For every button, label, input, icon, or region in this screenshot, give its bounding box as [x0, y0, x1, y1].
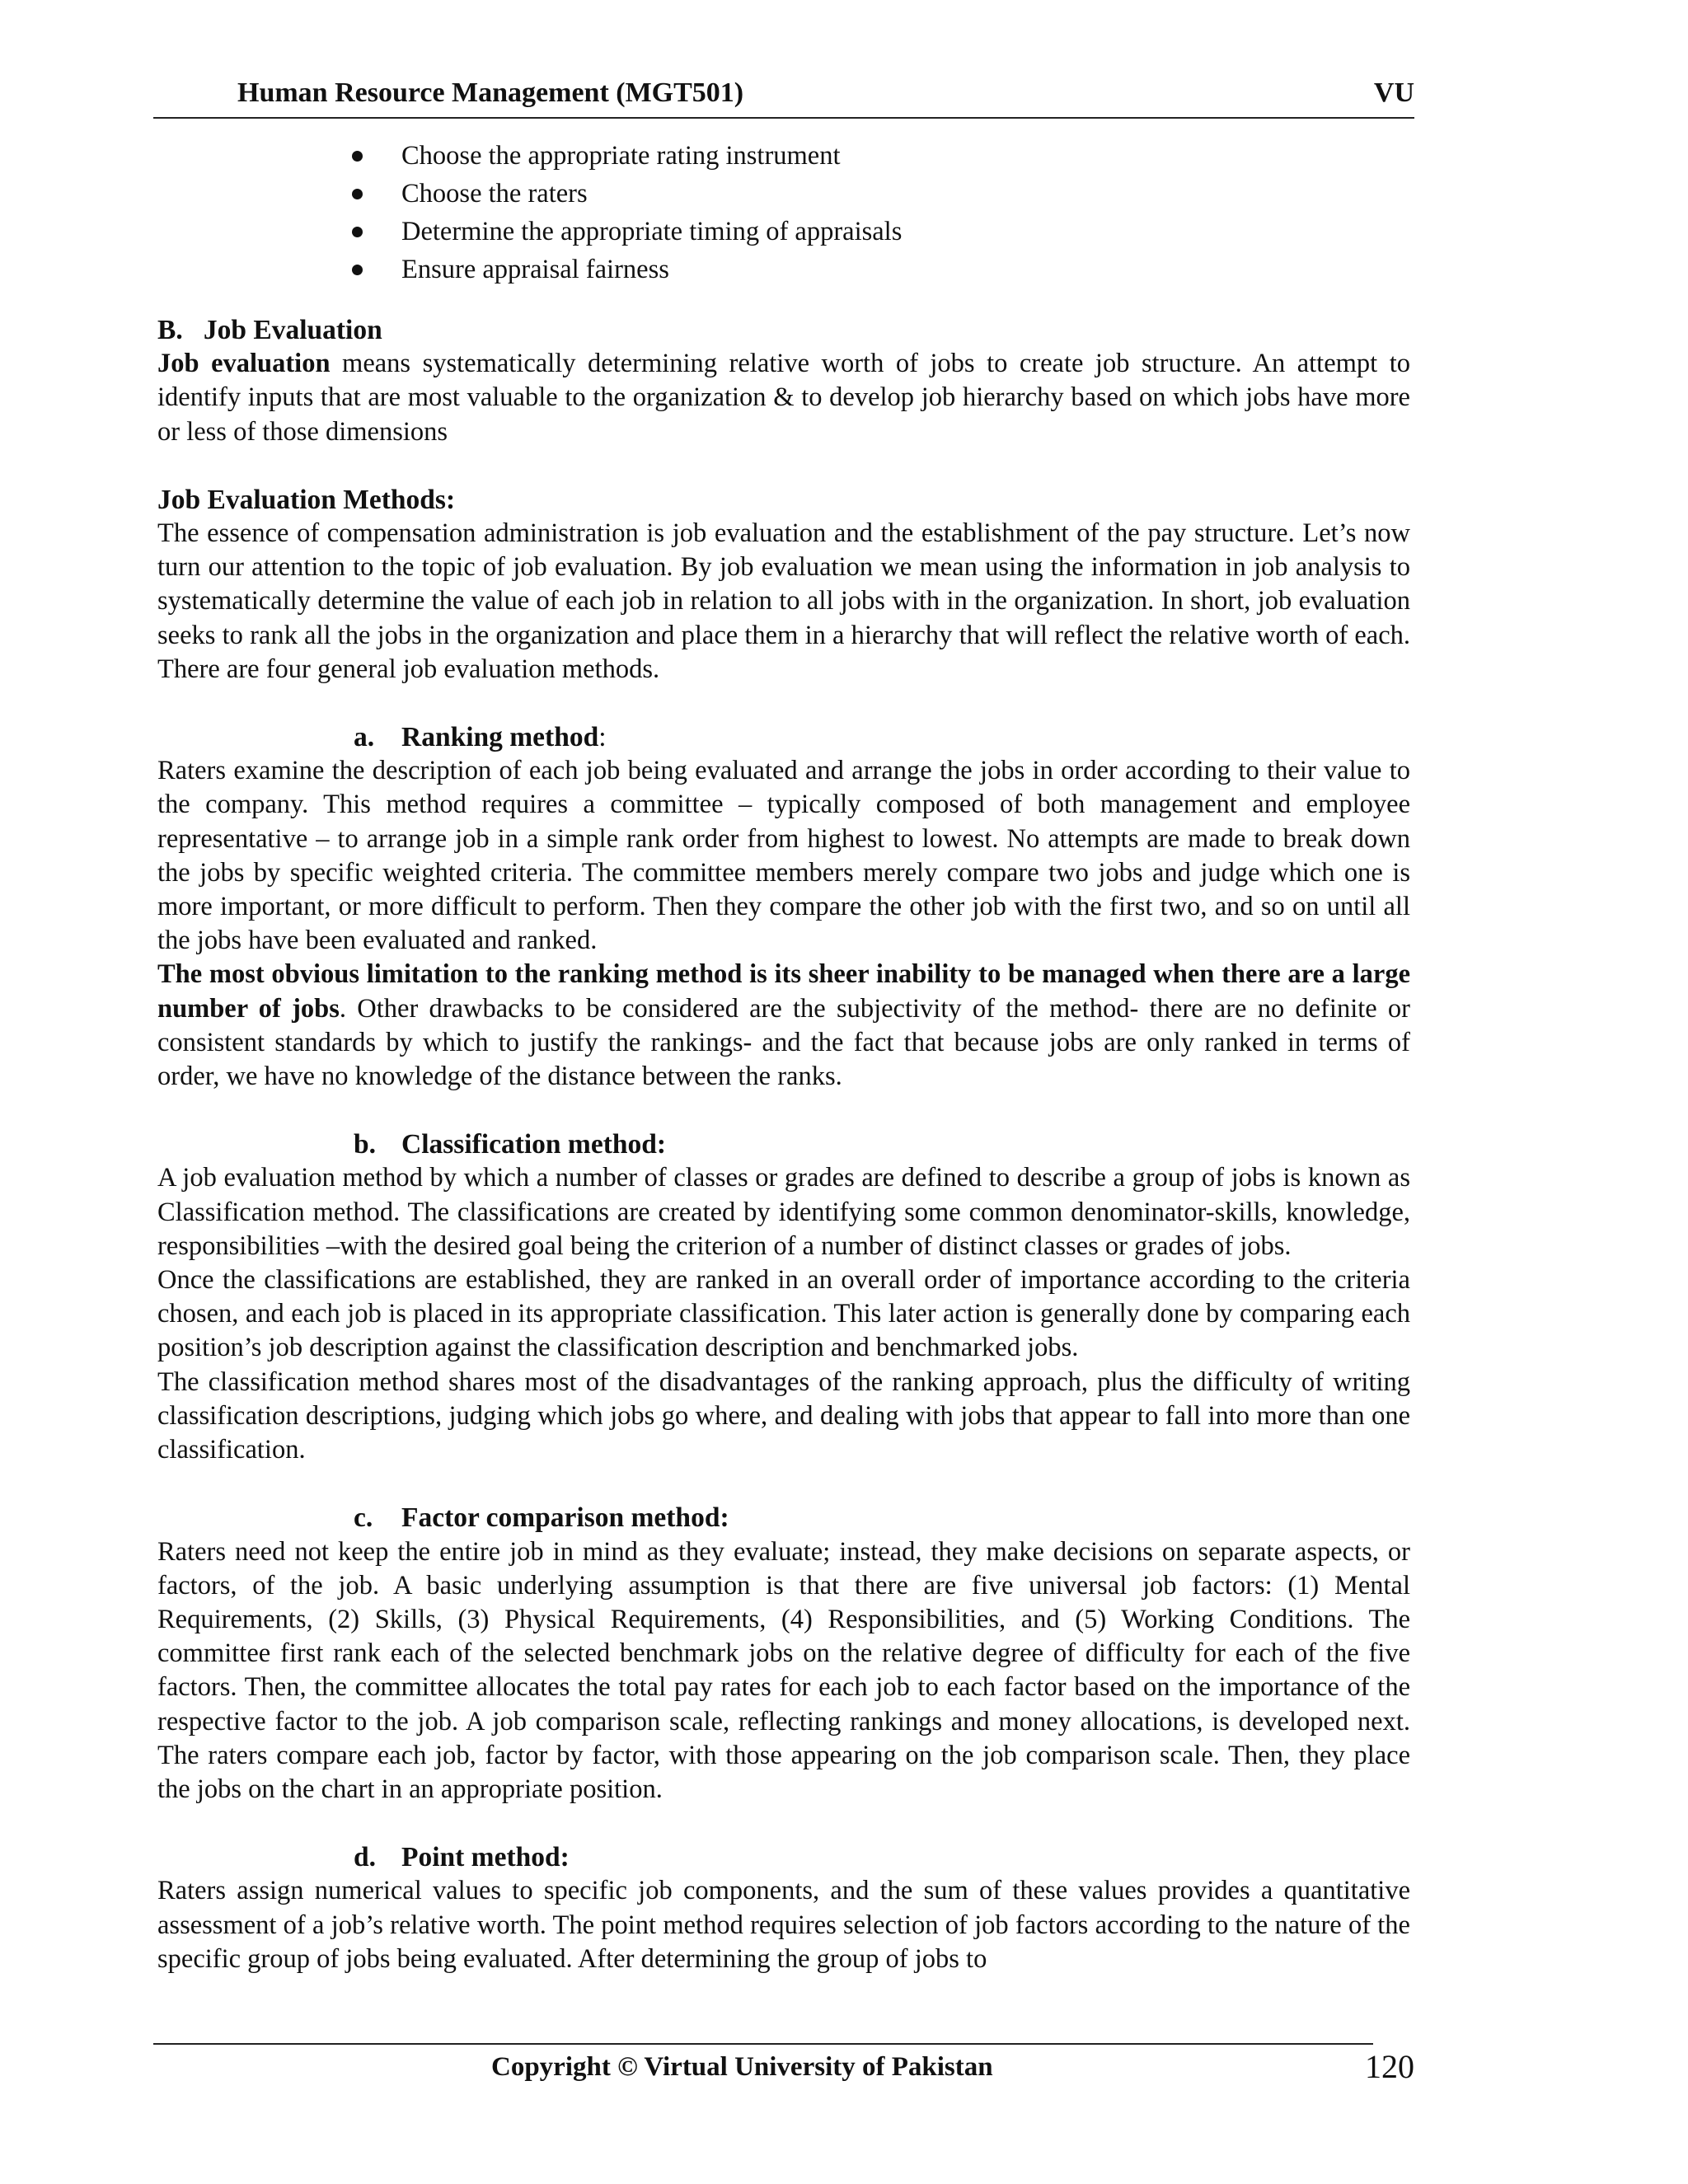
bullet-icon — [352, 151, 363, 162]
bullet-icon — [352, 189, 363, 199]
page-header — [153, 76, 1414, 119]
list-item: Ensure appraisal fairness — [157, 251, 1410, 288]
list-item: Choose the appropriate rating instrument — [157, 137, 1410, 175]
factor-comparison-paragraph: Raters need not keep the entire job in mind as they evaluate; instead, they make decisions on separate aspects, or factors, of the job. A basic underlying assumption is that there are five universal job factors: (1) Mental Requirements, (2) Skills, (3) Physical Requirements, (4) Responsibilities, and (5) Working Conditions. The committee first rank each of the selected benchmark jobs on the relative degree of difficulty for each of the five factors. Then, the committee allocates the total pay rates for each job to each factor based on the importance of the respective factor to the job. A job comparison scale, reflecting rankings and money allocations, is developed next. The raters compare each job, factor by factor, with those appearing on the job comparison scale. Then, they place the jobs on the chart in an appropriate position. — [157, 1536, 1410, 1804]
classification-paragraph-2: Once the classifications are established, they are ranked in an overall order of importance according to the criteria chosen, and each job is placed in its appropriate classification. This later action is generally done by comparing each position’s job description against the classification description and benchmarked jobs. — [157, 1265, 1410, 1363]
copyright-notice: Copyright © Virtual University of Pakistan — [491, 2052, 993, 2082]
course-title: Human Resource Management (MGT501) — [237, 77, 744, 108]
job-evaluation-definition: Job evaluation means systematically determining relative worth of jobs to create job structure. An attempt to identify inputs that are most valuable to the organization & to develop job hierarchy based on which jobs have more or less of those dimensions — [157, 349, 1410, 447]
section-b-heading: B. Job Evaluation — [157, 315, 382, 345]
page-footer — [153, 2048, 1414, 2093]
methods-paragraph: The essence of compensation administration is job evaluation and the establishment of the pay structure. Let’s now turn our attention to the topic of job evaluation. By job evaluation we mean using the information in job analysis to systematically determine the value of each job in relation to all jobs with in the organization. In short, job evaluation seeks to rank all the jobs in the organization and place them in a hierarchy that will reflect the relative worth of each. There are four general job evaluation methods. — [157, 518, 1410, 684]
classification-paragraph-1: A job evaluation method by which a number of classes or grades are defined to describe a group of jobs is known as Classification method. The classifications are created by identifying some common denominator-skills, knowledge, responsibilities –with the desired goal being the criterion of a number of distinct classes or grades of jobs. — [157, 1163, 1410, 1261]
classification-method-heading: b. Classification method: — [354, 1129, 667, 1160]
bullet-icon — [352, 265, 363, 275]
institution-abbrev: VU — [1373, 77, 1414, 108]
ranking-paragraph-1: Raters examine the description of each job being evaluated and arrange the jobs in order according to their value to the company. This method requires a committee – typically composed of both management and employee representative – to arrange job in a simple rank order from highest to lowest. No attempts are made to break down the jobs by specific weighted criteria. The committee members merely compare two jobs and judge which one is more important, or more difficult to perform. Then they compare the other job with the first two, and so on until all the jobs have been evaluated and ranked. — [157, 756, 1410, 956]
methods-heading: Job Evaluation Methods: — [157, 484, 456, 515]
bullet-icon — [352, 227, 363, 237]
point-method-heading: d. Point method: — [354, 1842, 570, 1873]
classification-paragraph-3: The classification method shares most of the disadvantages of the ranking approach, plus the difficulty of writing classification descriptions, judging which jobs go where, and dealing with jobs that appear to fall into more than one classification. — [157, 1366, 1410, 1465]
list-item: Choose the raters — [157, 175, 1410, 213]
ranking-method-heading: a. Ranking method: — [354, 722, 607, 753]
factor-comparison-heading: c. Factor comparison method: — [354, 1502, 729, 1534]
page-number: 120 — [1365, 2048, 1414, 2085]
point-method-paragraph: Raters assign numerical values to specific job components, and the sum of these values provides a quantitative assessment of a job’s relative worth. The point method requires selection of job factors according to the nature of the specific group of jobs being evaluated. After determining the group of jobs to — [157, 1876, 1410, 1974]
ranking-paragraph-2: The most obvious limitation to the ranking method is its sheer inability to be managed when there are a large number of jobs. Other drawbacks to be considered are the subjectivity of the method- there are no definite or consistent standards by which to justify the rankings- and the fact that because jobs are only ranked in terms of order, we have no knowledge of the distance between the ranks. — [157, 959, 1410, 1092]
list-item: Determine the appropriate timing of appraisals — [157, 213, 1410, 251]
footer-divider — [153, 2043, 1373, 2045]
appraisal-steps-list — [157, 137, 1410, 288]
page-content — [157, 137, 1410, 1976]
